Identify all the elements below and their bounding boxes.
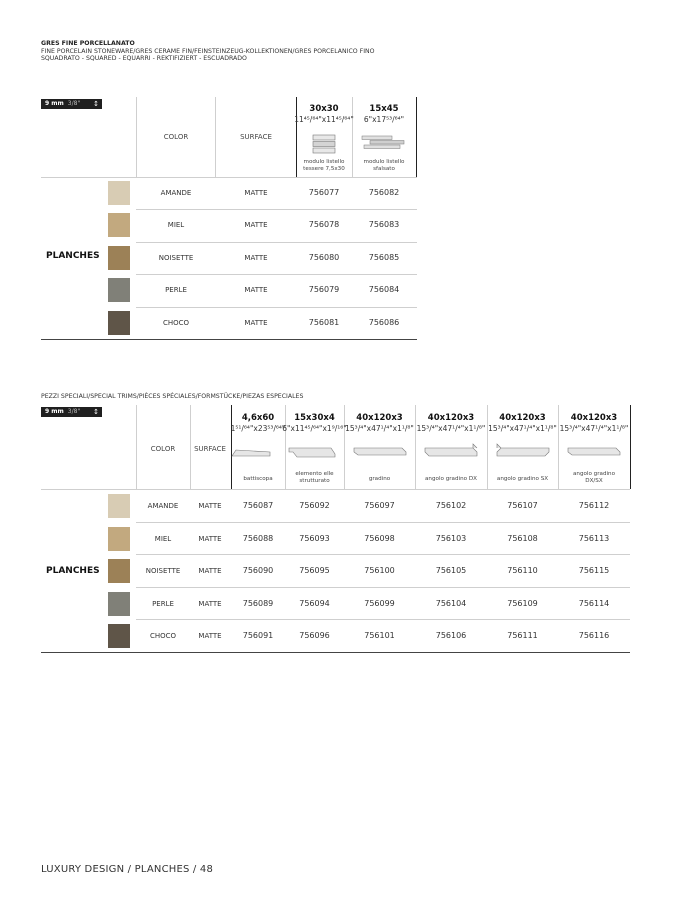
caption-line: strutturato: [299, 477, 330, 484]
product-code: 756104: [435, 598, 467, 608]
color-name: PERLE: [165, 286, 187, 295]
thickness-mm: 9 mm: [45, 408, 64, 415]
product-code: 756112: [578, 501, 610, 510]
color-swatch: [108, 213, 130, 237]
product-code: 756086: [368, 317, 400, 327]
header-squared: SQUADRATO - SQUARED - EQUARRI - REKTIFIZIERT - ESCUADRADO: [41, 55, 247, 63]
product-code: 756082: [368, 188, 400, 197]
caption-line: battiscopa: [243, 476, 273, 482]
column-divider: [487, 405, 488, 489]
row-divider: [136, 242, 417, 243]
row-divider: [136, 274, 417, 275]
caption-line: angolo gradino SX: [496, 476, 549, 482]
color-swatch: [108, 181, 130, 205]
skirting-icon: [230, 442, 286, 458]
format-size: 40x120x3: [356, 413, 403, 423]
color-swatch: [108, 494, 130, 518]
step-icon: [352, 442, 408, 458]
row-divider: [136, 554, 630, 555]
surface-value: MATTE: [198, 502, 222, 510]
staggered-strip-icon: [360, 135, 408, 151]
caption-line: elemento elle: [295, 471, 334, 477]
color-swatch: [108, 246, 130, 270]
step-corner-right-icon: [423, 442, 479, 458]
color-swatch: [108, 278, 130, 302]
color-swatch: [108, 592, 130, 616]
caption-line: angolo gradino: [572, 471, 616, 477]
group-label: PLANCHES: [46, 566, 100, 576]
header-title: GRES FINE PORCELLANATO: [41, 40, 135, 47]
format-caption: [295, 471, 333, 484]
product-code: 756087: [242, 501, 274, 510]
product-code: 756111: [507, 631, 538, 640]
format-inch: 15³/⁴"x47¹/⁴"x1¹/⁸": [416, 424, 486, 433]
product-code: 756115: [578, 566, 610, 575]
format-inch: 6"x17⁵³/⁶⁴": [363, 115, 405, 124]
surface-value: MATTE: [244, 221, 268, 230]
row-divider: [41, 652, 630, 653]
product-code: 756103: [435, 533, 467, 543]
surface-column-header: SURFACE: [194, 445, 226, 453]
header-subtitle: FINE PORCELAIN STONEWARE/GRES CERAME FIN/FEINSTEINZEUG-KOLLEKTIONEN/GRES PORCELANICO FINO: [41, 47, 375, 55]
color-name: MIEL: [154, 534, 172, 543]
format-inch: 1⁵¹/⁶⁴"x23⁵³/⁶⁴": [230, 424, 286, 433]
format-caption: [243, 476, 272, 483]
section-title: PEZZI SPECIALI/SPECIAL TRIMS/PIÈCES SPÉCIALES/FORMSTÜCKE/PIEZAS ESPECIALES: [41, 393, 304, 400]
column-divider: [344, 405, 345, 489]
product-code: 756114: [578, 598, 610, 608]
product-code: 756084: [368, 285, 400, 295]
format-size: 30x30: [309, 104, 339, 114]
product-code: 756091: [242, 631, 274, 640]
column-divider: [630, 405, 631, 489]
product-code: 756097: [364, 501, 395, 510]
step-corner-icon: [566, 442, 622, 458]
format-size: 40x120x3: [499, 413, 546, 423]
format-caption: [497, 476, 548, 483]
row-divider: [136, 209, 417, 210]
format-caption: [573, 471, 615, 484]
listello-tile-icon: [312, 134, 336, 154]
product-code: 756105: [435, 566, 467, 575]
product-code: 756079: [308, 285, 340, 295]
color-name: PERLE: [152, 599, 174, 608]
step-corner-left-icon: [495, 442, 551, 458]
caption-line: gradino: [368, 476, 391, 482]
color-name: AMANDE: [147, 502, 179, 510]
surface-column-header: SURFACE: [240, 133, 272, 141]
page-footer: LUXURY DESIGN / PLANCHES / 48: [41, 864, 214, 875]
product-code: 756101: [364, 631, 395, 640]
product-code: 756110: [507, 566, 538, 575]
format-inch: 6"x11⁴⁵/⁶⁴"x1⁹/¹⁶": [282, 424, 347, 433]
product-code: 756096: [299, 631, 330, 640]
product-code: 756083: [368, 220, 400, 230]
format-caption: modulo listello sfalsato: [363, 159, 405, 172]
color-column-header: COLOR: [163, 133, 189, 141]
product-code: 756107: [507, 501, 538, 510]
color-swatch: [108, 559, 130, 583]
product-code: 756092: [299, 501, 330, 510]
surface-value: MATTE: [198, 567, 222, 575]
column-divider: [415, 405, 416, 489]
column-divider: [558, 405, 559, 489]
product-code: 756100: [364, 566, 395, 575]
color-swatch: [108, 624, 130, 648]
surface-value: MATTE: [198, 599, 222, 608]
product-code: 756109: [507, 598, 538, 608]
color-swatch: [108, 527, 130, 551]
surface-value: MATTE: [244, 253, 268, 262]
format-caption: [425, 476, 477, 483]
color-name: MIEL: [167, 221, 185, 230]
caption-line: angolo gradino DX: [425, 476, 477, 482]
format-size: 4,6x60: [241, 413, 275, 423]
product-code: 756081: [308, 317, 340, 327]
product-code: 756106: [435, 631, 467, 640]
format-size: 40x120x3: [427, 413, 475, 423]
row-divider: [136, 587, 630, 588]
surface-value: MATTE: [198, 632, 222, 640]
format-inch: 15³/⁴"x47¹/⁴"x1¹/⁸": [345, 424, 414, 433]
thickness-badge: [41, 99, 102, 109]
product-code: 756090: [242, 566, 274, 575]
color-name: NOISETTE: [145, 567, 181, 575]
row-divider: [136, 522, 630, 523]
row-divider: [136, 619, 630, 620]
color-name: NOISETTE: [158, 253, 194, 262]
product-code: 756078: [308, 220, 340, 230]
thickness-arrow-icon: ↕: [93, 408, 99, 416]
format-caption: [369, 476, 390, 483]
format-inch: 15³/⁴"x47¹/⁴"x1¹/⁸": [559, 424, 629, 433]
product-code: 756095: [299, 566, 330, 575]
caption-line: DX/SX: [585, 477, 603, 484]
product-code: 756077: [308, 188, 340, 197]
surface-value: MATTE: [198, 534, 222, 543]
thickness-arrow-icon: ↕: [93, 100, 99, 108]
group-label: PLANCHES: [46, 251, 100, 261]
surface-value: MATTE: [244, 286, 268, 295]
product-code: 756088: [242, 533, 274, 543]
thickness-badge: [41, 407, 102, 417]
color-name: CHOCO: [149, 632, 177, 640]
format-size: 40x120x3: [570, 413, 618, 423]
row-divider: [41, 339, 417, 340]
product-code: 756108: [507, 533, 538, 543]
product-code: 756113: [578, 533, 610, 543]
format-caption: modulo listello tessere 7,5x30: [303, 159, 345, 172]
surface-value: MATTE: [244, 318, 268, 327]
product-code: 756093: [299, 533, 330, 543]
format-size: 15x45: [369, 104, 399, 114]
product-code: 756116: [578, 631, 610, 640]
l-element-icon: [287, 442, 343, 458]
page-header: [41, 40, 375, 63]
thickness-mm: 9 mm: [45, 100, 64, 107]
surface-value: MATTE: [244, 189, 268, 197]
product-code: 756080: [308, 252, 340, 262]
product-code: 756094: [299, 598, 330, 608]
color-swatch: [108, 311, 130, 335]
product-code: 756085: [368, 252, 400, 262]
color-column-header: COLOR: [150, 445, 176, 453]
product-code: 756102: [435, 501, 467, 510]
thickness-inch: 3/8": [67, 100, 81, 107]
product-code: 756089: [242, 598, 274, 608]
format-inch: 15³/⁴"x47¹/⁴"x1¹/⁸": [488, 424, 557, 433]
product-code: 756098: [364, 533, 395, 543]
row-divider: [136, 307, 417, 308]
format-size: 15x30x4: [294, 413, 335, 423]
color-name: CHOCO: [162, 318, 190, 327]
format-inch: 11⁴⁵/⁶⁴"x11⁴⁵/⁶⁴": [294, 115, 354, 124]
product-code: 756099: [364, 598, 395, 608]
thickness-inch: 3/8": [67, 408, 81, 415]
color-name: AMANDE: [160, 189, 192, 197]
